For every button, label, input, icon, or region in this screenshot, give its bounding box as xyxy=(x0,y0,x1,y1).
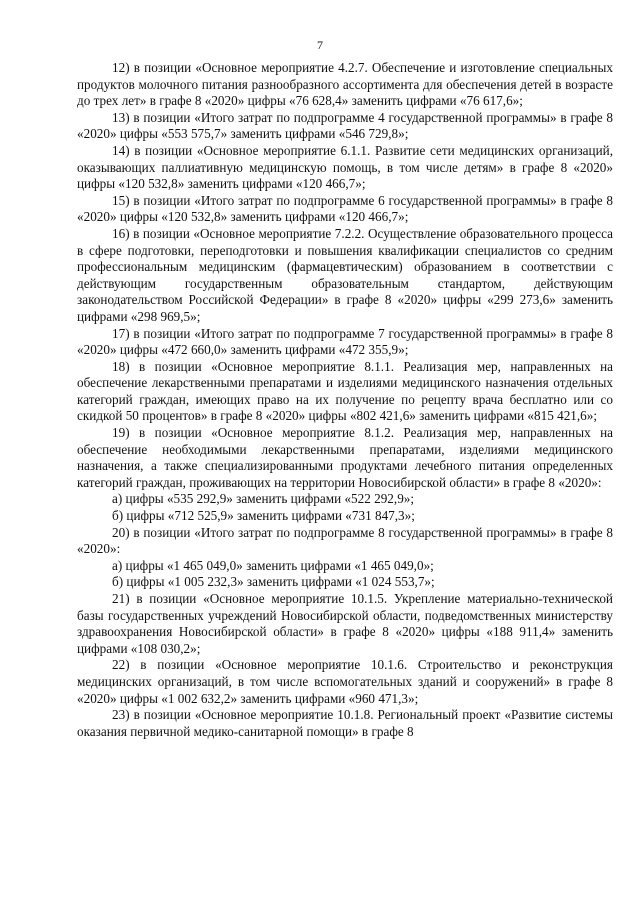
paragraph-item-20: 20) в позиции «Итого затрат по подпрограмме 8 государственной программы» в графе 8 «2020»: xyxy=(77,524,613,557)
paragraph-item-19: 19) в позиции «Основное мероприятие 8.1.2. Реализация мер, направленных на обеспечение необходимыми лекарственными препаратами, изделиями медицинского назначения, а также специализированными продуктами лечебного питания определенных категорий граждан, проживающих на территории Новосибирской области» в графе 8 «2020»: xyxy=(77,425,613,490)
paragraph-item-20b: б) цифры «1 005 232,3» заменить цифрами «1 024 553,7»; xyxy=(112,574,435,590)
paragraph-item-20a: а) цифры «1 465 049,0» заменить цифрами «1 465 049,0»; xyxy=(112,557,434,573)
paragraph-item-17: 17) в позиции «Итого затрат по подпрограмме 7 государственной программы» в графе 8 «2020» цифры «472 660,0» заменить цифрами «472 355,9»; xyxy=(77,325,613,358)
page-number: 7 xyxy=(317,38,323,52)
paragraph-item-19a: а) цифры «535 292,9» заменить цифрами «522 292,9»; xyxy=(112,491,415,507)
paragraph-item-22: 22) в позиции «Основное мероприятие 10.1.6. Строительство и реконструкция медицинских организаций, в том числе вспомогательных зданий и сооружений» в графе 8 «2020» цифры «1 002 632,2» заменить цифрами «960 471,3»; xyxy=(77,657,613,706)
paragraph-item-19b: б) цифры «712 525,9» заменить цифрами «731 847,3»; xyxy=(112,508,415,524)
paragraph-item-13: 13) в позиции «Итого затрат по подпрограмме 4 государственной программы» в графе 8 «2020» цифры «553 575,7» заменить цифрами «546 729,8»; xyxy=(77,109,613,142)
paragraph-item-18: 18) в позиции «Основное мероприятие 8.1.1. Реализация мер, направленных на обеспечение лекарственными препаратами и изделиями медицинского назначения отдельных категорий граждан, имеющих право на их получение по рецепту врача бесплатно или со скидкой 50 процентов» в графе 8 «2020» цифры «802 421,6» заменить цифрами «815 421,6»; xyxy=(77,358,613,424)
paragraph-item-16: 16) в позиции «Основное мероприятие 7.2.2. Осуществление образовательного процесса в сфере подготовки, переподготовки и повышения квалификации специалистов со средним профессиональным медицинским (фармацевтическим) образованием в соответствии с действующим государственным образовательным стандартом, действующим законодательством Российской Федерации» в графе 8 «2020» цифры «299 273,6» заменить цифрами «298 969,5»; xyxy=(77,225,613,324)
paragraph-item-14: 14) в позиции «Основное мероприятие 6.1.1. Развитие сети медицинских организаций, оказывающих паллиативную медицинскую помощь, в том числе детям» в графе 8 «2020» цифры «120 532,8» заменить цифрами «120 466,7»; xyxy=(77,142,613,192)
paragraph-item-23: 23) в позиции «Основное мероприятие 10.1.8. Региональный проект «Развитие системы оказания первичной медико-санитарной помощи» в графе 8 xyxy=(77,707,613,739)
paragraph-item-21: 21) в позиции «Основное мероприятие 10.1.5. Укрепление материально-технической базы государственных учреждений Новосибирской области, подведомственных министерству здравоохранения Новосибирской области» в графе 8 «2020» цифры «188 911,4» заменить цифрами «108 030,2»; xyxy=(77,591,613,656)
paragraph-item-15: 15) в позиции «Итого затрат по подпрограмме 6 государственной программы» в графе 8 «2020» цифры «120 532,8» заменить цифрами «120 466,7»; xyxy=(77,192,613,225)
document-body xyxy=(77,60,613,740)
paragraph-item-12: 12) в позиции «Основное мероприятие 4.2.7. Обеспечение и изготовление специальных продуктов молочного питания разнообразного ассортимента для обеспечения детей в возрасте до трех лет» в графе 8 «2020» цифры «76 628,4» заменить цифрами «76 617,6»; xyxy=(77,60,613,109)
